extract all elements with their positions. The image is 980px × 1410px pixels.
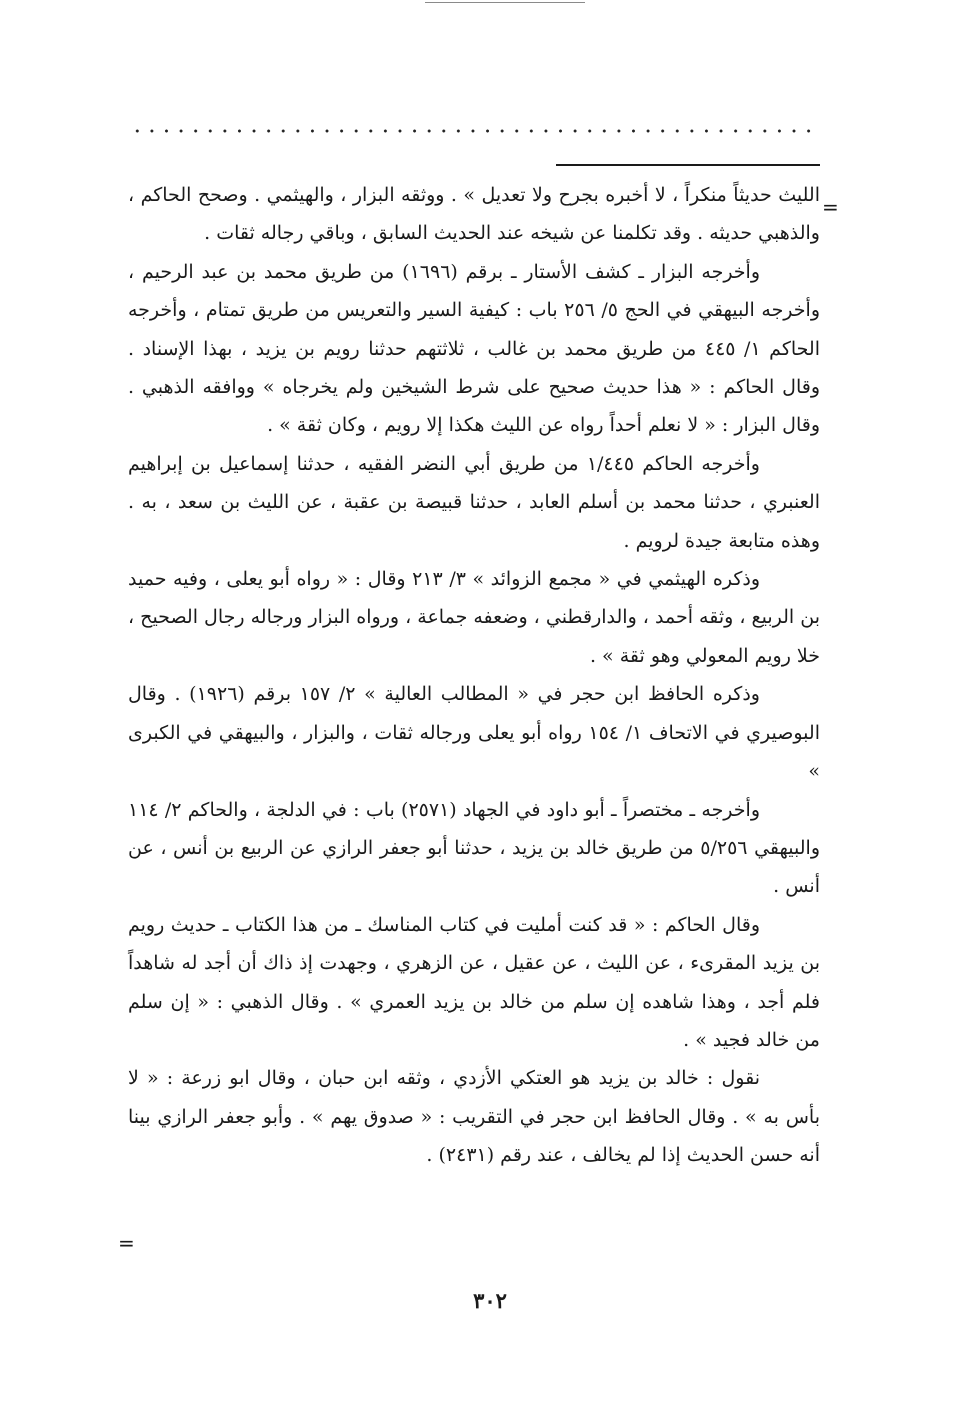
paragraph-haythami: وذكره الهيثمي في « مجمع الزوائد » ٣/ ٢١٣ وقال : « رواه أبو يعلى ، وفيه حميد بن الربيع ، وثقه أحمد ، والدارقطني ، وضعفه جماعة ، ورواه البزار ورجاله رجال الصحيح ، خلا رويم المعولي وهو ثقة » . [128, 568, 820, 667]
paragraph-abu-dawud: وأخرجه ـ مختصراً ـ أبو داود في الجهاد (٢٥٧١) باب : في الدلجة ، والحاكم ٢/ ١١٤ والبيهقي ٥/٢٥٦ من طريق خالد بن يزيد ، حدثنا أبو جعفر الرازي عن الربيع بن أنس ، عن أنس . [128, 798, 820, 898]
end-continuation-mark: = [118, 1231, 135, 1255]
paragraph-hakim-quote: وقال الحاكم : « قد كنت أمليت في كتاب المناسك ـ من هذا الكتاب ـ حديث رويم بن يزيد المقرىء ، عن الليث ، عن عقيل ، عن الزهري ، وجهدت إذ ذاك أن أجد له شاهداً فلم أجد ، وهذا شاهده إن سلم من خالد بن يزيد العمري » . وقال الذهبي : « إن سلم من خالد فجيد » . [128, 913, 820, 1051]
paragraph-ibn-hajar: وذكره الحافظ ابن حجر في « المطالب العالية » ٢/ ١٥٧ برقم (١٩٢٦) . وقال البوصيري في الاتحاف ١/ ١٥٤ رواه أبو يعلى ورجاله ثقات ، والبزار ، والبيهقي في الكبرى » [128, 683, 820, 783]
footnote-rule [556, 164, 820, 166]
paragraph-continuation: الليث حديثاً منكراً ، لا أخبره بجرح ولا تعديل » . ووثقه البزار ، والهيثمي . وصحح الحاكم ، والذهبي حديثه . وقد تكلمنا عن شيخه عند الحديث السابق ، وباقي رجاله ثقات . [128, 184, 820, 245]
page-number: ٣٠٢ [473, 1288, 507, 1313]
dotted-separator [130, 126, 820, 136]
paragraph-hakim: وأخرجه الحاكم ١/٤٤٥ من طريق أبي النضر الفقيه ، حدثنا إسماعيل بن إبراهيم العنبري ، حدثنا محمد بن أسلم العابد ، حدثنا قبيصة بن عقبة ، عن الليث بن سعد ، به . وهذه متابعة جيدة لرويم . [128, 452, 820, 552]
footnote-text [128, 176, 820, 1175]
continuation-mark: = [822, 195, 839, 219]
paragraph-commentary: نقول : خالد بن يزيد هو العتكي الأزدي ، وثقه ابن حبان ، وقال ابو زرعة : « لا بأس به » . وقال الحافظ ابن حجر في التقريب : « صدوق يهم » . وأبو جعفر الرازي بينا أنه حسن الحديث إذا لم يخالف ، عند رقم (٢٤٣١) . [128, 1067, 820, 1167]
paragraph-bazzar: وأخرجه البزار ـ كشف الأستار ـ برقم (١٦٩٦) من طريق محمد بن عبد الرحيم ، وأخرجه البيهقي في الحج ٥/ ٢٥٦ باب : كيفية السير والتعريس من طريق تمتام ، وأخرجه الحاكم ١/ ٤٤٥ من طريق محمد بن غالب ، ثلاثتهم حدثنا رويم بن يزيد ، بهذا الإسناد . وقال الحاكم : « هذا حديث صحيح على شرط الشيخين ولم يخرجاه » ووافقه الذهبي . وقال البزار : « لا نعلم أحداً رواه عن الليث هكذا إلا رويم ، وكان ثقة » . [128, 260, 820, 437]
top-edge-rule [425, 2, 585, 3]
